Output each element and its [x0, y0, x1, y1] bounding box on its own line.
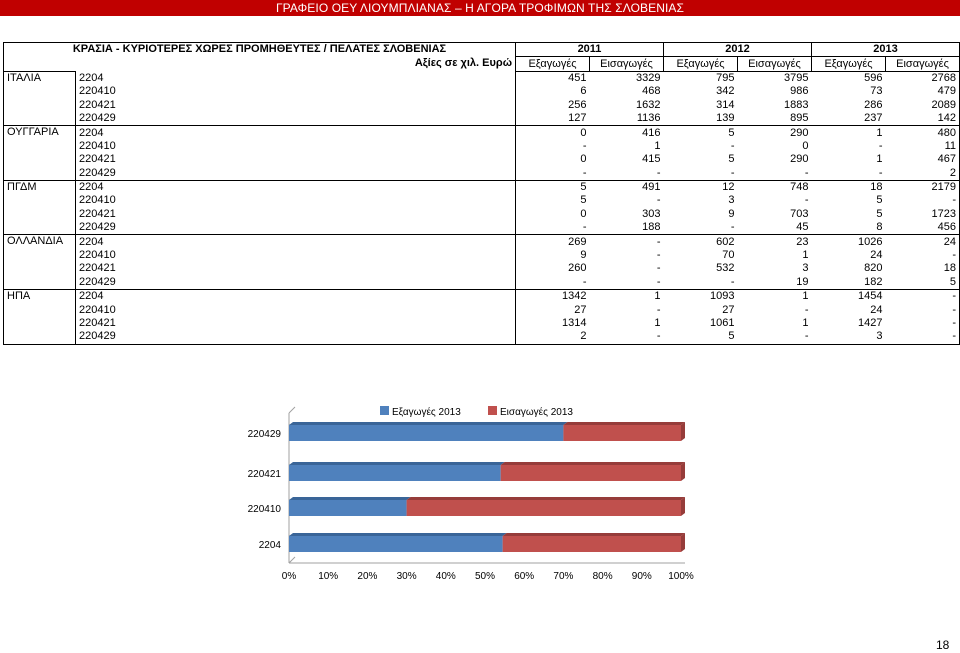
value-cell: - [664, 167, 738, 181]
value-cell: 139 [664, 112, 738, 126]
table-row [4, 71, 960, 85]
value-cell: 0 [802, 139, 809, 152]
value-cell: 480 [886, 126, 960, 140]
percent-stacked-bar-chart [0, 395, 960, 595]
x-tick-label: 70% [553, 571, 574, 582]
x-tick-label: 30% [396, 571, 417, 582]
value-cell: 491 [642, 181, 661, 194]
legend-label: Εισαγωγές 2013 [500, 407, 573, 418]
table-row [4, 126, 960, 140]
value-cell: 1 [654, 317, 661, 329]
bar-side-face [681, 462, 685, 481]
value-cell: 467 [886, 153, 960, 166]
value-cell: 602 [716, 235, 735, 248]
product-code: 2204 [79, 181, 104, 194]
product-code: 220429 [76, 276, 516, 290]
product-code: 220421 [79, 98, 116, 111]
product-code: 220429 [76, 330, 516, 344]
chart-wall-edge [289, 407, 295, 413]
table-row [4, 99, 960, 112]
value-cell: 24 [870, 249, 883, 262]
value-cell: 269 [516, 235, 590, 249]
table-row [4, 140, 960, 153]
value-cell: 27 [722, 303, 735, 316]
table-header-row-years [4, 43, 960, 57]
x-tick-label: 50% [474, 571, 496, 582]
product-code: 220410 [79, 249, 116, 262]
value-cell: 8 [812, 221, 886, 235]
value-cell: 3329 [636, 71, 661, 84]
value-cell: 986 [790, 85, 809, 98]
value-cell: 5 [876, 207, 883, 220]
x-tick-label: 10% [318, 571, 339, 582]
value-cell: 1 [876, 126, 883, 139]
chart-x-ticks [282, 571, 694, 582]
value-cell: - [516, 221, 590, 235]
value-cell: 1 [654, 290, 661, 303]
value-cell: - [656, 249, 661, 262]
bar-top-face [289, 462, 505, 465]
value-cell: 416 [642, 126, 661, 139]
value-cell: 142 [886, 112, 960, 126]
value-cell: 303 [642, 207, 661, 220]
product-code: 2204 [79, 126, 104, 139]
country-cell: ΟΥΓΓΑΡΙΑ [4, 126, 76, 181]
value-cell: 2089 [886, 99, 960, 112]
table-row [4, 180, 960, 194]
value-cell: 45 [738, 221, 812, 235]
value-cell: 3 [812, 330, 886, 344]
value-cell: 11 [886, 140, 960, 153]
product-code: 2204 [79, 235, 104, 248]
x-tick-label: 100% [668, 571, 694, 582]
value-cell: 1 [654, 139, 661, 152]
bar-segment [289, 465, 501, 481]
value-cell: - [812, 167, 886, 181]
category-label: 220410 [247, 504, 281, 515]
product-code: 220429 [76, 221, 516, 235]
product-code: 220421 [79, 262, 116, 275]
product-code: 220410 [79, 194, 116, 207]
column-header: Εισαγωγές [738, 57, 812, 71]
table-header-row-columns [4, 57, 960, 71]
category-label: 220421 [247, 469, 281, 480]
value-cell: 182 [812, 276, 886, 290]
table-row [4, 194, 960, 207]
table-row [4, 112, 960, 126]
value-cell: 451 [516, 71, 590, 85]
value-cell: 456 [886, 221, 960, 235]
value-cell: 1427 [858, 317, 883, 329]
legend-swatch [380, 406, 389, 415]
value-cell: 260 [516, 262, 590, 275]
bar-segment [503, 536, 681, 552]
value-cell: - [590, 330, 664, 344]
x-tick-label: 90% [631, 571, 652, 582]
value-cell: 1632 [636, 98, 661, 111]
value-cell: 5 [516, 180, 590, 194]
value-cell: 1883 [784, 98, 809, 111]
value-cell: 3795 [784, 71, 809, 84]
value-cell: - [886, 249, 960, 262]
value-cell: 19 [738, 276, 812, 290]
x-tick-label: 20% [357, 571, 378, 582]
value-cell: 1723 [886, 208, 960, 221]
bar-segment [289, 425, 563, 441]
value-cell: - [590, 167, 664, 181]
bar-top-face [289, 533, 507, 536]
value-cell: 415 [642, 153, 661, 166]
table-row [4, 330, 960, 344]
value-cell: 2768 [886, 71, 960, 85]
bar-segment [407, 500, 681, 516]
value-cell: - [738, 167, 812, 181]
x-tick-label: 60% [514, 571, 535, 582]
value-cell: 532 [716, 262, 735, 275]
value-cell: 127 [516, 112, 590, 126]
product-code: 220410 [79, 303, 116, 316]
year-header: 2013 [812, 43, 960, 57]
value-cell: 703 [790, 207, 809, 220]
value-cell: 237 [812, 112, 886, 126]
value-cell: 12 [722, 181, 735, 194]
bar-side-face [681, 497, 685, 516]
value-cell: 1 [876, 153, 883, 166]
value-cell: 286 [864, 98, 883, 111]
table-row [4, 85, 960, 98]
table-subtitle: Αξίες σε χιλ. Ευρώ [4, 57, 516, 71]
value-cell: - [656, 303, 661, 316]
country-cell: ΗΠΑ [4, 290, 76, 345]
column-header: Εξαγωγές [664, 57, 738, 71]
product-code: 2204 [79, 290, 104, 303]
bar-top-face [501, 462, 685, 465]
value-cell: - [886, 303, 960, 316]
table-row [4, 208, 960, 221]
value-cell: - [804, 303, 809, 316]
table-row [4, 276, 960, 290]
year-header: 2011 [516, 43, 664, 57]
value-cell: - [886, 290, 960, 304]
value-cell: 9 [728, 207, 735, 220]
value-cell: 5 [876, 194, 883, 207]
country-cell: ΟΛΛΑΝΔΙΑ [4, 235, 76, 290]
value-cell: 290 [790, 126, 809, 139]
value-cell: 1314 [516, 317, 590, 330]
legend-swatch [488, 406, 497, 415]
value-cell: - [656, 235, 661, 248]
value-cell: 1 [802, 249, 809, 262]
value-cell: - [516, 276, 590, 290]
bar-segment [289, 536, 503, 552]
x-tick-label: 40% [435, 571, 456, 582]
year-header: 2012 [664, 43, 812, 57]
product-code: 220421 [79, 153, 116, 166]
x-tick-label: 80% [592, 571, 613, 582]
value-cell: 70 [722, 249, 735, 262]
value-cell: - [516, 140, 590, 153]
value-cell: - [590, 276, 664, 290]
table-row [4, 262, 960, 275]
value-cell: 1026 [858, 235, 883, 248]
value-cell: 6 [516, 85, 590, 98]
value-cell: 2 [516, 330, 590, 344]
value-cell: 795 [716, 71, 735, 84]
value-cell: 3 [728, 194, 735, 207]
value-cell: - [886, 317, 960, 330]
product-code: 220410 [79, 85, 116, 98]
value-cell: - [656, 262, 661, 275]
country-cell: ΠΓΔΜ [4, 180, 76, 235]
country-cell: ΙΤΑΛΙΑ [4, 71, 76, 126]
product-code: 220429 [76, 112, 516, 126]
value-cell: 1 [802, 290, 809, 303]
value-cell: 23 [796, 235, 809, 248]
column-header: Εξαγωγές [812, 57, 886, 71]
value-cell: 748 [790, 181, 809, 194]
value-cell: - [516, 167, 590, 181]
table-row [4, 249, 960, 262]
value-cell: - [738, 330, 812, 344]
value-cell: - [878, 139, 883, 152]
value-cell: 290 [790, 153, 809, 166]
value-cell: - [664, 221, 738, 235]
value-cell: 0 [516, 153, 590, 166]
bar-side-face [681, 422, 685, 441]
chart-legend [380, 406, 573, 418]
value-cell: 18 [870, 181, 883, 194]
value-cell: 24 [886, 235, 960, 249]
table-row [4, 167, 960, 181]
value-cell: - [664, 276, 738, 290]
column-header: Εισαγωγές [886, 57, 960, 71]
value-cell: - [886, 194, 960, 207]
value-cell: 468 [642, 85, 661, 98]
value-cell: 5 [516, 194, 590, 207]
value-cell: 5 [664, 330, 738, 344]
value-cell: 24 [870, 303, 883, 316]
x-tick-label: 0% [281, 571, 297, 582]
value-cell: 1342 [516, 290, 590, 304]
value-cell: 1454 [858, 290, 883, 303]
value-cell: 1093 [710, 290, 735, 303]
value-cell: 256 [516, 99, 590, 112]
value-cell: 2 [886, 167, 960, 181]
value-cell: - [730, 139, 735, 152]
value-cell: 5 [886, 276, 960, 290]
value-cell: 18 [886, 262, 960, 275]
table-title: ΚΡΑΣΙΑ - ΚΥΡΙΟΤΕΡΕΣ ΧΩΡΕΣ ΠΡΟΜΗΘΕΥΤΕΣ / ΠΕΛΑΤΕΣ ΣΛΟΒΕΝΙΑΣ [4, 43, 516, 57]
table-row [4, 221, 960, 235]
chart-category-labels [248, 429, 282, 551]
bar-top-face [289, 422, 567, 425]
legend-label: Εξαγωγές 2013 [392, 407, 461, 418]
product-code: 220429 [76, 167, 516, 181]
table-row [4, 303, 960, 316]
table-row [4, 235, 960, 249]
bar-segment [501, 465, 681, 481]
chart-floor-edge [289, 557, 295, 563]
value-cell: 1061 [710, 317, 735, 329]
value-cell: 314 [716, 98, 735, 111]
value-cell: 3 [802, 262, 809, 275]
value-cell: 895 [738, 112, 812, 126]
value-cell: 596 [864, 71, 883, 84]
value-cell: 479 [886, 85, 960, 98]
product-code: 220421 [79, 317, 116, 329]
value-cell: 1136 [590, 112, 664, 126]
category-label: 220429 [247, 429, 281, 440]
bar-top-face [289, 497, 411, 500]
table-row [4, 317, 960, 330]
column-header: Εισαγωγές [590, 57, 664, 71]
bar-segment [563, 425, 681, 441]
value-cell: 9 [516, 249, 590, 262]
bar-side-face [681, 533, 685, 552]
bar-top-face [563, 422, 685, 425]
value-cell: - [656, 194, 661, 207]
value-cell: 2179 [886, 180, 960, 194]
value-cell: 5 [728, 126, 735, 139]
value-cell: 342 [716, 85, 735, 98]
document-header: ΓΡΑΦΕΙΟ ΟΕΥ ΛΙΟΥΜΠΛΙΑΝΑΣ – Η ΑΓΟΡΑ ΤΡΟΦΙΜΩΝ ΤΗΣ ΣΛΟΒΕΝΙΑΣ [0, 0, 960, 16]
column-header: Εξαγωγές [516, 57, 590, 71]
value-cell: 27 [516, 303, 590, 316]
value-cell: 820 [864, 262, 883, 275]
value-cell: 188 [590, 221, 664, 235]
product-code: 2204 [79, 71, 104, 84]
product-code: 220421 [79, 207, 116, 220]
category-label: 2204 [258, 540, 281, 551]
table-row [4, 290, 960, 304]
value-cell: - [804, 194, 809, 207]
chart-bars [289, 422, 685, 552]
value-cell: 0 [516, 208, 590, 221]
value-cell: 1 [802, 317, 809, 329]
bar-top-face [407, 497, 685, 500]
product-code: 220410 [79, 139, 116, 152]
value-cell: 5 [728, 153, 735, 166]
value-cell: 73 [870, 85, 883, 98]
table-row [4, 153, 960, 166]
value-cell: 0 [516, 126, 590, 140]
suppliers-customers-table [3, 42, 960, 345]
value-cell: - [886, 330, 960, 344]
bar-top-face [503, 533, 685, 536]
bar-segment [289, 500, 407, 516]
page-number: 18 [936, 638, 950, 652]
